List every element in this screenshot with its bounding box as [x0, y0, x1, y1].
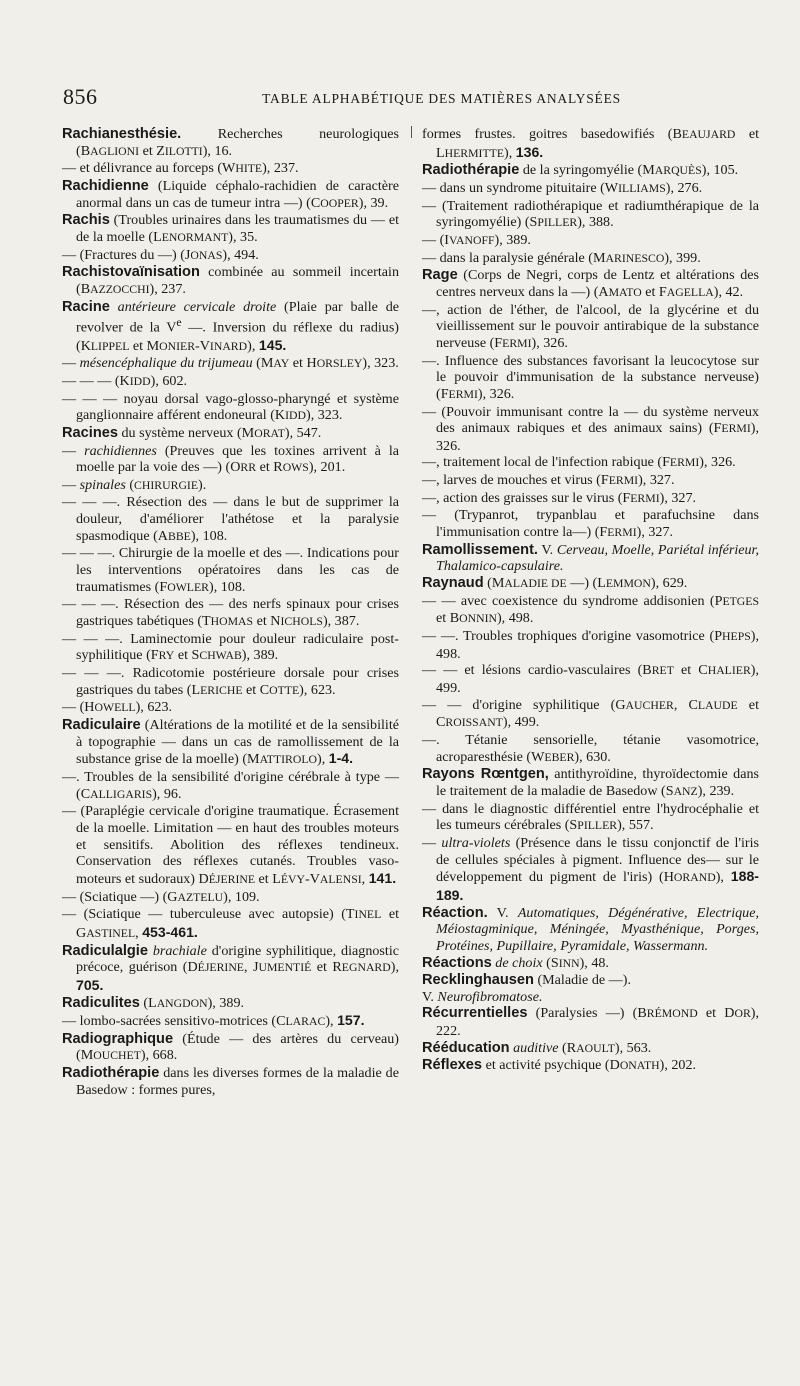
- index-entry: Radiothérapie de la syringomyélie (MARQUÈS), 105.: [422, 162, 739, 179]
- index-entry: — (Traitement radiothérapique et radiumthérapique de la syringomyélie) (SPILLER), 388.: [422, 197, 759, 231]
- index-entry: — (Sciatique —) (GAZTELU), 109.: [62, 888, 260, 905]
- index-entry: Réactions de choix (SINN), 48.: [422, 954, 609, 971]
- index-entry: Recklinghausen (Maladie de —).: [422, 972, 631, 989]
- index-entry: Racines du système nerveux (MORAT), 547.: [62, 424, 322, 441]
- index-entry: — — et lésions cardio-vasculaires (BRET et CHALIER), 499.: [422, 662, 759, 696]
- index-entry: —, action de l'éther, de l'alcool, de la glycérine et du vieillissement sur le pouvoir antirabique de la substance nerveuse (FERMI), 326.: [422, 301, 759, 351]
- index-entry: — (HOWELL), 623.: [62, 699, 173, 716]
- index-entry: —. Troubles de la sensibilité d'origine cérébrale à type — (CALLIGARIS), 96.: [62, 768, 399, 802]
- index-entry: — — — noyau dorsal vago-glosso-pharyngé et système ganglionnaire afférent endoneural (KIDD), 323.: [62, 390, 399, 424]
- index-entry: — dans un syndrome pituitaire (WILLIAMS), 276.: [422, 179, 703, 196]
- index-entry: — — —. Résection des — dans le but de supprimer la douleur, d'améliorer l'athétose et la paralysie spasmodique (ABBE), 108.: [62, 494, 399, 544]
- index-entry: — (IVANOFF), 389.: [422, 231, 531, 248]
- index-entry: — (Pouvoir immunisant contre la — du système nerveux des animaux rabiques et des animaux sains) (FERMI), 326.: [422, 403, 759, 454]
- index-entry: — — —. Laminectomie pour douleur radiculaire post-syphilitique (FRY et SCHWAB), 389.: [62, 630, 399, 664]
- index-entry: — —. Troubles trophiques d'origine vasomotrice (PHEPS), 498.: [422, 628, 759, 662]
- index-entry: Rayons Rœntgen, antithyroïdine, thyroïdectomie dans le traitement de la maladie de Basedow (SANZ), 239.: [422, 766, 760, 799]
- index-entry: Récurrentielles (Paralysies —) (BRÉMOND et DOR), 222.: [422, 1005, 759, 1040]
- index-entry: Raynaud (MALADIE DE —) (LEMMON), 629.: [422, 575, 688, 592]
- index-entry: Rééducation auditive (RAOULT), 563.: [422, 1039, 652, 1056]
- index-entry: Radiculites (LANGDON), 389.: [62, 994, 245, 1011]
- index-entry: Rachidienne (Liquide céphalo-rachidien de caractère anormal dans un cas de tumeur intra —) (COOPER), 39.: [62, 177, 399, 211]
- index-entry: — (Sciatique — tuberculeuse avec autopsie) (TINEL et GASTINEL, 453-461.: [62, 906, 400, 941]
- index-entry: — dans la paralysie générale (MARINESCO), 399.: [422, 249, 701, 266]
- right-column: [422, 126, 759, 1075]
- index-entry: — — — (KIDD), 602.: [62, 372, 188, 389]
- index-entry: Radiographique (Étude — des artères du cerveau) (MOUCHET), 668.: [62, 1030, 399, 1064]
- index-entry: — — d'origine syphilitique (GAUCHER, CLAUDE et CROISSANT), 499.: [422, 696, 759, 731]
- page-number: 856: [63, 84, 98, 109]
- index-entry: Rachistovaïnisation combinée au sommeil incertain (BAZZOCCHI), 237.: [62, 264, 399, 297]
- left-column: [62, 126, 399, 1098]
- index-entry: — — —. Chirurgie de la moelle et des —. Indications pour les interventions opératoires dans les cas de traumatismes (FOWLER), 108.: [62, 545, 399, 595]
- index-entry: Radiothérapie dans les diverses formes de la maladie de Basedow : formes pures,: [62, 1065, 399, 1098]
- index-entry: —. Influence des substances favorisant la leucocytose sur le pouvoir d'immunisation de la substance nerveuse) (FERMI), 326.: [422, 352, 759, 402]
- index-entry: Ramollissement. V. Cerveau, Moelle, Pariétal inférieur, Thalamico-capsulaire.: [422, 541, 759, 575]
- index-entry: — — avec coexistence du syndrome addisonien (PETGES et BONNIN), 498.: [422, 592, 759, 627]
- index-entry: —, traitement local de l'infection rabique (FERMI), 326.: [422, 454, 736, 471]
- index-entry: Réflexes et activité psychique (DONATH), 202.: [422, 1057, 697, 1074]
- index-entry: formes frustes. goitres basedowifiés (BEAUJARD et LHERMITTE), 136.: [422, 126, 759, 161]
- index-entry: — (Fractures du —) (JONAS), 494.: [62, 246, 259, 263]
- index-entry: Rachis (Troubles urinaires dans les traumatismes du — et de la moelle (LENORMANT), 35.: [62, 212, 399, 245]
- index-entry: — — —. Résection des — des nerfs spinaux pour crises gastriques tabétiques (THOMAS et NICHOLS), 387.: [62, 596, 399, 630]
- index-entry: — et délivrance au forceps (WHITE), 237.: [62, 160, 299, 177]
- index-entry: V. Neurofibromatose.: [422, 988, 543, 1005]
- index-entry: —, larves de mouches et virus (FERMI), 327.: [422, 472, 675, 489]
- index-entry: —. Tétanie sensorielle, tétanie vasomotrice, acroparesthésie (WEBER), 630.: [422, 731, 759, 765]
- index-entry: Réaction. V. Automatiques, Dégénérative, Electrique, Méiostagminique, Méningée, Myasthénique, Porges, Protéines, Pupillaire, Pyramidale, Wassermann.: [422, 904, 759, 954]
- running-title: TABLE ALPHABÉTIQUE DES MATIÈRES ANALYSÉES: [262, 91, 621, 106]
- index-entry: — lombo-sacrées sensitivo-motrices (CLARAC), 157.: [62, 1012, 365, 1030]
- index-entry: — ultra-violets (Présence dans le tissu conjonctif de l'iris de cellules spéciales à pigment. Influence des— sur le développement du pigment de l'iris) (HORAND), 188-189.: [422, 834, 759, 903]
- index-entry: Radiculaire (Altérations de la motilité et de la sensibilité à topographie — dans un cas de ramollissement de la substance grise de la moelle) (MATTIROLO), 1-4.: [62, 717, 399, 768]
- index-entry: — dans le diagnostic différentiel entre l'hydrocéphalie et les tumeurs cérébrales (SPILLER), 557.: [422, 800, 759, 834]
- index-entry: Radiculalgie brachiale d'origine syphilitique, diagnostic précoce, guérison (DÉJERINE, JUMENTIÉ et REGNARD), 705.: [62, 942, 399, 993]
- index-entry: — (Trypanrot, trypanblau et parafuchsine dans l'immunisation contre la—) (FERMI), 327.: [422, 507, 759, 541]
- index-entry: — rachidiennes (Preuves que les toxines arrivent à la moelle par la voie des —) (ORR et ROWS), 201.: [62, 442, 399, 476]
- index-entry: — (Paraplégie cervicale d'origine traumatique. Écrasement de la moelle. Limitation — en haut des troubles moteurs et sensitifs. Abolition des réflexes tendineux. Conservation des réflexes cutanés. Troubles vaso-moteurs et sudoraux) DÉJERINE et LÉVY-VALENSI, 141.: [62, 803, 399, 887]
- index-entry: Rachianesthésie. Recherches neurologiques (BAGLIONI et ZILOTTI), 16.: [62, 126, 399, 159]
- index-entry: Rage (Corps de Negri, corps de Lentz et altérations des centres nerveux dans la —) (AMATO et FAGELLA), 42.: [422, 267, 759, 300]
- page-header: [63, 84, 760, 110]
- index-entry: — — —. Radicotomie postérieure dorsale pour crises gastriques du tabes (LERICHE et COTTE), 623.: [62, 665, 399, 698]
- index-entry: — spinales (CHIRURGIE).: [62, 476, 207, 493]
- index-entry: Racine antérieure cervicale droite (Plaie par balle de revolver de la Ve —. Inversion du réflexe du radius) (KLIPPEL et MONIER-VINARD), 145.: [62, 298, 400, 354]
- index-entry: — mésencéphalique du trijumeau (MAY et HORSLEY), 323.: [62, 355, 399, 372]
- index-entry: —, action des graisses sur le virus (FERMI), 327.: [422, 489, 697, 506]
- column-divider: [411, 126, 412, 138]
